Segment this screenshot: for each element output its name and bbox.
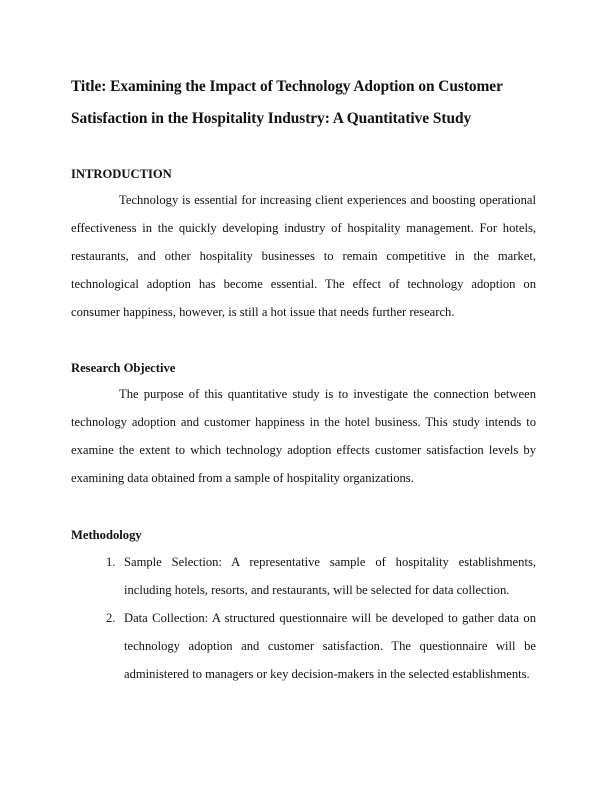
- methodology-heading: Methodology: [71, 528, 142, 542]
- document-title: Title: Examining the Impact of Technology Adoption on Customer Satisfaction in the Hospitality Industry: A Quantitative Study: [71, 78, 503, 127]
- methodology-list: [106, 548, 536, 688]
- methodology-list-item: [106, 604, 536, 688]
- methodology-list-item: [106, 548, 536, 604]
- introduction-heading: INTRODUCTION: [71, 167, 172, 181]
- list-item-text: Data Collection: A structured questionnaire will be developed to gather data on technology adoption and customer satisfaction. The questionnaire will be administered to managers or key decision-makers in the selected establishments.: [124, 611, 536, 681]
- research-objective-heading: Research Objective: [71, 361, 176, 375]
- research-objective-paragraph: The purpose of this quantitative study is to investigate the connection between technology adoption and customer happiness in the hotel business. This study intends to examine the extent to which technology adoption effects customer satisfaction levels by examining data obtained from a sample of hospitality organizations.: [71, 387, 536, 485]
- list-item-number: 1.: [106, 555, 116, 569]
- list-item-text: Sample Selection: A representative sample of hospitality establishments, including hotels, resorts, and restaurants, will be selected for data collection.: [124, 555, 536, 597]
- list-item-number: 2.: [106, 611, 116, 625]
- introduction-paragraph: Technology is essential for increasing client experiences and boosting operational effectiveness in the quickly developing industry of hospitality management. For hotels, restaurants, and other hospitality businesses to remain competitive in the market, technological adoption has become essential. The effect of technology adoption on consumer happiness, however, is still a hot issue that needs further research.: [71, 193, 536, 319]
